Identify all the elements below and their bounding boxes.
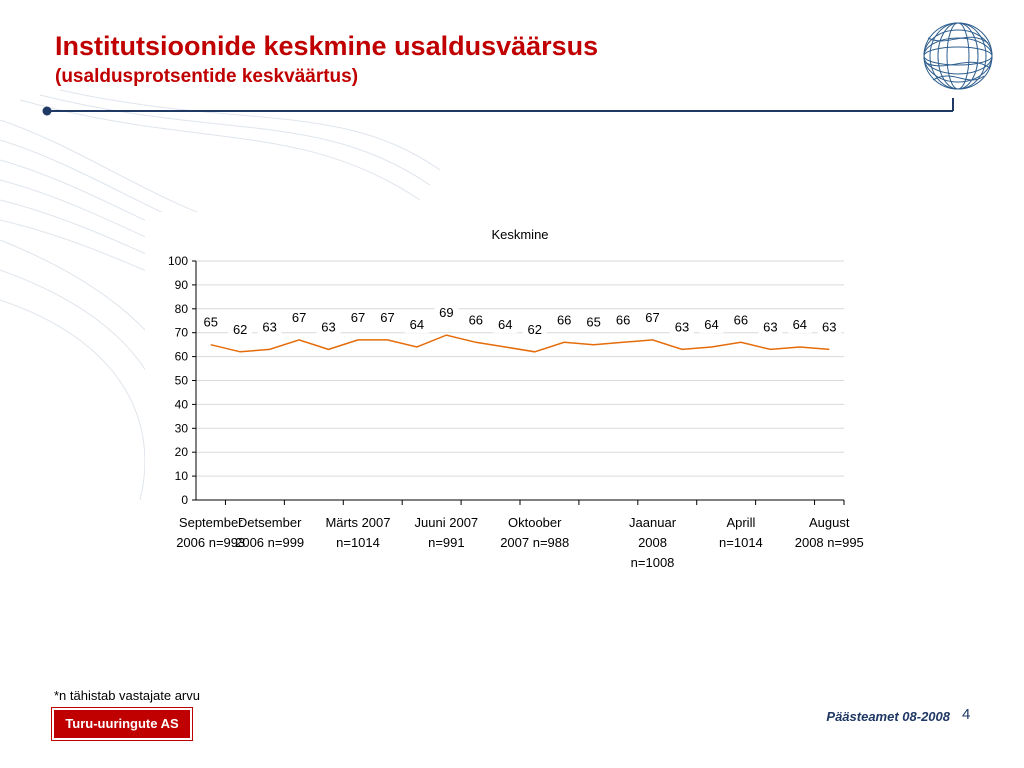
data-label: 62 <box>527 321 542 337</box>
data-label: 63 <box>321 319 336 335</box>
data-label: 64 <box>409 317 425 333</box>
y-tick-label: 30 <box>174 421 188 436</box>
chart-title: Keskmine <box>491 227 549 242</box>
data-label: 64 <box>498 317 513 333</box>
slide-subtitle: (usaldusprotsentide keskväärtus) <box>55 66 359 87</box>
footer-text: Päästeamet 08-2008 <box>826 709 950 724</box>
data-label: 67 <box>380 309 395 325</box>
x-tick-label: n=991 <box>428 535 465 550</box>
x-tick-label: Detsember <box>237 515 302 530</box>
data-label: 63 <box>674 319 690 335</box>
x-tick-label: Juuni 2007 <box>414 515 479 530</box>
y-tick-label: 10 <box>174 469 188 484</box>
data-label: 67 <box>350 309 366 325</box>
data-label: 66 <box>615 312 631 328</box>
y-tick-label: 100 <box>167 254 188 268</box>
header-rule <box>40 96 960 122</box>
y-tick-label: 60 <box>174 349 188 364</box>
data-label: 63 <box>262 319 277 335</box>
data-label: 63 <box>822 319 837 335</box>
y-tick-label: 40 <box>174 397 188 412</box>
x-tick-label: 2007 n=988 <box>500 535 570 550</box>
x-tick-label: 2008 <box>638 535 668 550</box>
data-label: 66 <box>556 312 572 328</box>
x-tick-label: Jaanuar <box>629 515 677 530</box>
series-keskmine <box>211 335 830 352</box>
gridlines <box>196 261 844 476</box>
x-tick-label: n=1014 <box>336 535 380 550</box>
y-tick-label: 80 <box>174 301 188 316</box>
x-tick-labels <box>176 515 864 570</box>
x-tick-label: August <box>809 515 850 530</box>
x-tick-label: 2006 n=993 <box>176 535 246 550</box>
data-label: 65 <box>586 314 601 330</box>
line-chart <box>145 212 897 582</box>
data-label: 66 <box>468 312 484 328</box>
axes <box>192 261 844 505</box>
series-line <box>211 335 830 352</box>
data-label: 64 <box>792 317 808 333</box>
x-tick-label: Märts 2007 <box>325 515 391 530</box>
slide-title: Institutsioonide keskmine usaldusväärsus <box>55 31 599 61</box>
data-label: 63 <box>763 319 778 335</box>
data-label: 62 <box>232 321 248 337</box>
data-label: 65 <box>203 314 218 330</box>
x-tick-label: 2008 n=995 <box>794 535 864 550</box>
y-tick-labels <box>168 254 188 507</box>
chart-area <box>145 212 897 582</box>
x-tick-label: 2006 n=999 <box>235 535 305 550</box>
x-tick-label: Aprill <box>726 515 756 530</box>
y-tick-label: 90 <box>174 277 188 292</box>
y-tick-label: 0 <box>181 493 188 507</box>
brand-logo: Turu-uuringute AS <box>52 708 192 740</box>
data-label: 67 <box>645 309 660 325</box>
footnote: *n tähistab vastajate arvu <box>54 688 200 703</box>
data-label: 64 <box>704 317 719 333</box>
page-number: 4 <box>962 706 971 723</box>
y-tick-label: 70 <box>174 325 188 340</box>
y-tick-label: 20 <box>174 445 188 460</box>
x-tick-label: n=1008 <box>630 555 675 570</box>
x-tick-label: September <box>178 515 243 530</box>
data-label: 69 <box>439 305 454 321</box>
y-tick-label: 50 <box>174 373 188 388</box>
x-tick-label: Oktoober <box>507 515 562 530</box>
data-label: 66 <box>733 312 749 328</box>
globe-logo-icon <box>918 18 998 96</box>
x-tick-label: n=1014 <box>719 535 763 550</box>
data-label: 67 <box>291 309 307 325</box>
